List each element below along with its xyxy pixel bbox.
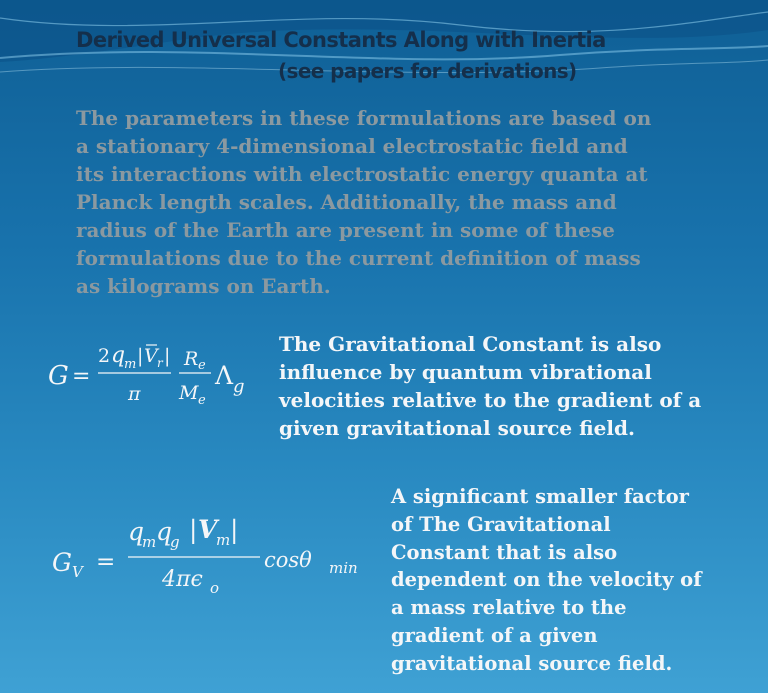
formula-gv-abs-open: | <box>189 515 198 544</box>
intro-line: The parameters in these formulations are based on <box>76 106 652 130</box>
formula-gv-v: V <box>198 515 218 544</box>
slide-title: Derived Universal Constants Along with Inertia <box>76 28 606 52</box>
intro-line: as kilograms on Earth. <box>76 274 331 298</box>
formula-g-r-sub: e <box>198 358 206 373</box>
formula-gv-q1: q <box>128 517 145 546</box>
formula-g-lambda: Λ <box>215 361 234 390</box>
formula-gv-cos-sub: min <box>329 559 358 577</box>
formula-g-lhs: G <box>48 361 69 391</box>
formula-g-r: R <box>184 348 199 370</box>
formula-gv-v-sub: m <box>216 531 231 549</box>
formula-g-m: M <box>179 382 199 404</box>
formula-gv-lhs-sub: V <box>72 563 83 581</box>
formula-g-abs-close: | <box>164 345 171 367</box>
formula-gv-den-sub: o <box>210 579 220 597</box>
description-line: Constant that is also <box>391 540 618 564</box>
formula-gv-abs-close: | <box>230 515 239 544</box>
formula-g-equals: = <box>72 364 91 389</box>
description-line: dependent on the velocity of <box>391 568 702 592</box>
intro-line: a stationary 4-dimensional electrostatic field and <box>76 134 628 158</box>
formula-gv-q2-sub: g <box>170 533 180 551</box>
intro-line: formulations due to the current definition of mass <box>76 246 641 270</box>
description-line: given gravitational source field. <box>279 416 635 440</box>
formula-gv-q2: q <box>156 517 173 546</box>
formula-g-q-sub: m <box>124 357 137 372</box>
description-line: velocities relative to the gradient of a <box>279 388 702 412</box>
description-line: The Gravitational Constant is also <box>279 332 662 356</box>
description-line: gravitational source field. <box>391 651 673 675</box>
gravitational-constant-description <box>279 330 701 442</box>
description-line: influence by quantum vibrational <box>279 360 652 384</box>
velocity-gravitational-constant-formula <box>52 500 372 610</box>
description-line: a mass relative to the <box>391 596 627 620</box>
gravitational-constant-formula <box>48 335 263 415</box>
slide-subtitle: (see papers for derivations) <box>278 59 577 83</box>
formula-g-q: q <box>111 343 126 368</box>
formula-g-abs-open: | <box>137 345 144 367</box>
intro-paragraph <box>76 104 652 300</box>
description-line: gradient of a given <box>391 623 598 647</box>
formula-gv-den: 4πϵ <box>162 567 203 592</box>
formula-gv-lhs: G <box>52 548 72 577</box>
formula-gv-equals: = <box>96 549 116 575</box>
formula-g-v-sub: r <box>157 356 163 370</box>
formula-gv-q1-sub: m <box>142 533 157 551</box>
formula-g-coef: 2 <box>98 345 111 367</box>
velocity-gravitational-constant-description <box>391 483 702 678</box>
description-line: A significant smaller factor <box>391 485 689 508</box>
intro-line: Planck length scales. Additionally, the mass and <box>76 190 617 214</box>
header-wave-decoration <box>0 0 768 110</box>
formula-gv-cos: cosθ <box>264 548 312 572</box>
intro-line: radius of the Earth are present in some of these <box>76 218 615 242</box>
intro-line: its interactions with electrostatic energy quanta at <box>76 162 648 186</box>
formula-g-pi: π <box>128 383 141 405</box>
formula-g-m-sub: e <box>198 393 206 408</box>
formula-g-lambda-sub: g <box>233 376 245 397</box>
formula-g-v: V <box>144 345 158 367</box>
description-line: of The Gravitational <box>391 512 611 536</box>
